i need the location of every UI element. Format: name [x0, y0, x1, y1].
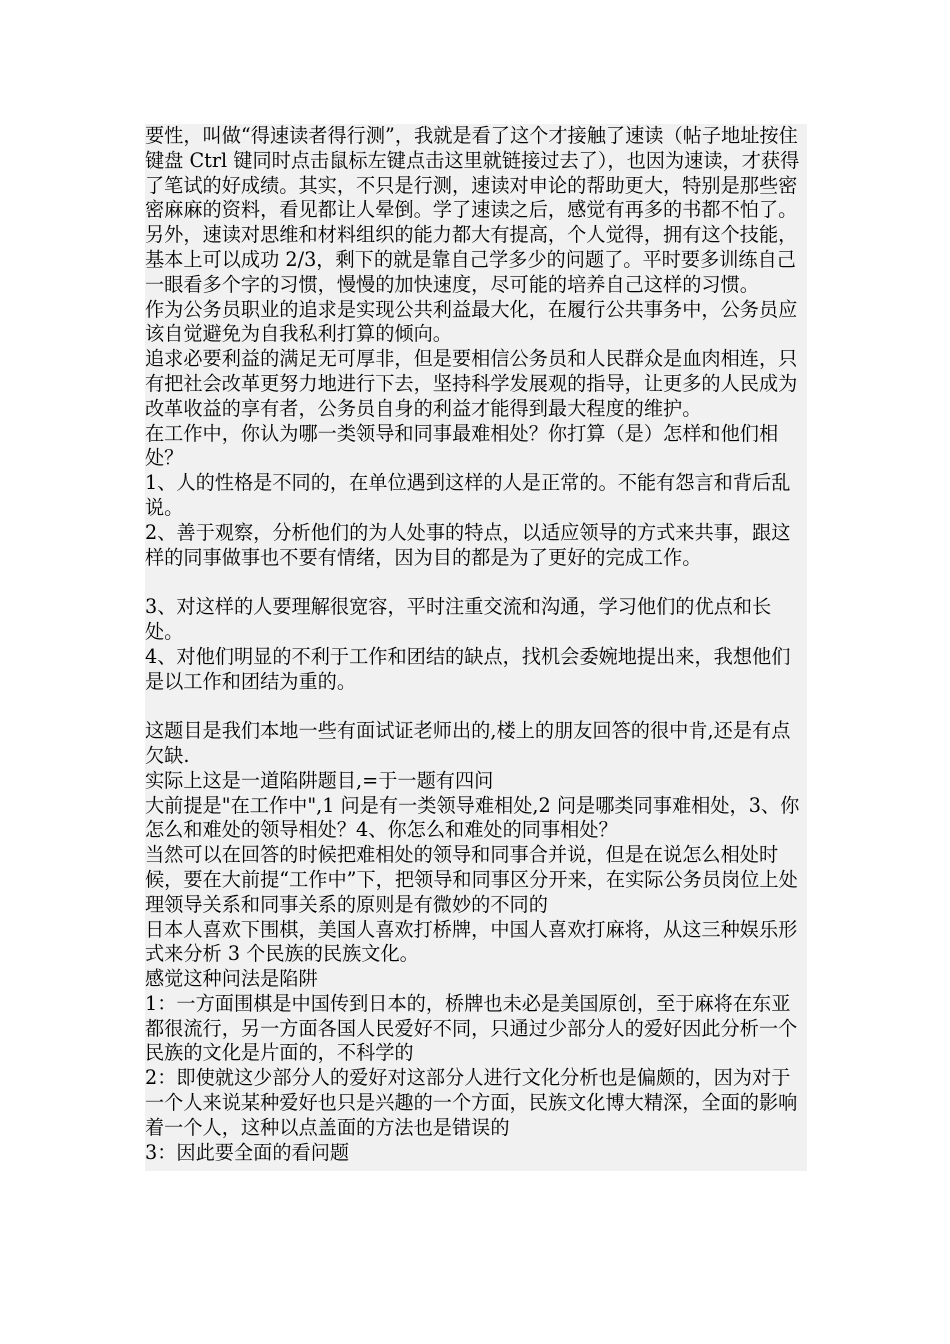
paragraph-teacher-comment: 这题目是我们本地一些有面试证老师出的,楼上的朋友回答的很中肯,还是有点欠缺.	[145, 719, 791, 767]
block-end-spacer	[145, 1165, 807, 1171]
paragraph-trap-question: 实际上这是一道陷阱题目,=于一题有四问	[145, 768, 494, 792]
paragraph-public-interest: 作为公务员职业的追求是实现公共利益最大化，在履行公共事务中，公务员应该自觉避免为自我私利打算的倾向。	[145, 297, 798, 346]
paragraph-culture-point-2: 2：即使就这少部分人的爱好对这部分人进行文化分析也是偏颇的，因为对于一个人来说某种爱好也只是兴趣的一个方面，民族文化博大精深，全面的影响着一个人，这种以点盖面的方法也是错误的	[145, 1066, 798, 1139]
paragraph-four-questions: 大前提是"在工作中",1 问是有一类领导难相处,2 问是哪类同事难相处，3、你怎么和难处的领导相处？4、你怎么和难处的同事相处？	[145, 793, 800, 842]
paragraph-culture-point-1: 1：一方面围棋是中国传到日本的，桥牌也未必是美国原创，至于麻将在东亚都很流行，另一方面各国人民爱好不同，只通过少部分人的爱好因此分析一个民族的文化是片面的，不科学的	[145, 991, 798, 1065]
paragraph-answer-point-1: 1、人的性格是不同的，在单位遇到这样的人是正常的。不能有怨言和背后乱说。	[145, 471, 791, 519]
paragraph-answer-point-2: 2、善于观察，分析他们的为人处事的特点，以适应领导的方式来共事，跟这样的同事做事也不要有情绪，因为目的都是为了更好的完成工作。	[145, 520, 791, 569]
paragraph-interview-question: 在工作中，你认为哪一类领导和同事最难相处？你打算（是）怎样和他们相处？	[145, 421, 779, 470]
blank-line	[145, 570, 807, 595]
blank-line	[145, 694, 807, 719]
paragraph-culture-question: 日本人喜欢下围棋，美国人喜欢打桥牌，中国人喜欢打麻将，从这三种娱乐形式来分析 3 个民族的民族文化。	[145, 917, 798, 966]
paragraph-answer-point-4: 4、对他们明显的不利于工作和团结的缺点，找机会委婉地提出来，我想他们是以工作和团结为重的。	[145, 644, 791, 693]
paragraph-culture-point-3: 3：因此要全面的看问题	[145, 1140, 350, 1164]
paragraph-trap-feeling: 感觉这种问法是陷阱	[145, 967, 318, 991]
document-text-block	[145, 124, 807, 1171]
paragraph-distinguish-relations: 当然可以在回答的时候把难相处的领导和同事合并说，但是在说怎么相处时候，要在大前提“工作中”下，把领导和同事区分开来，在实际公务员岗位上处理领导关系和同事关系的原则是有微妙的不同的	[145, 843, 798, 916]
paragraph-necessary-interest: 追求必要利益的满足无可厚非，但是要相信公务员和人民群众是血肉相连，只有把社会改革更努力地进行下去，坚持科学发展观的指导，让更多的人民成为改革收益的享有者，公务员自身的利益才能得到最大程度的维护。	[145, 347, 798, 420]
paragraph-answer-point-3: 3、对这样的人要理解很宽容，平时注重交流和沟通，学习他们的优点和长处。	[145, 595, 772, 643]
paragraph-speed-reading: 要性，叫做“得速读者得行测”，我就是看了这个才接触了速读（帖子地址按住键盘 Ctrl 键同时点击鼠标左键点击这里就链接过去了），也因为速读，才获得了笔试的好成绩。其实，不只是行测，速读对申论的帮助更大，特别是那些密密麻麻的资料，看见都让人晕倒。学了速读之后，感觉有再多的书都不怕了。另外，速读对思维和材料组织的能力都大有提高，个人觉得，拥有这个技能，基本上可以成功 2/3，剩下的就是靠自己学多少的问题了。平时要多训练自己一眼看多个字的习惯，慢慢的加快速度，尽可能的培养自己这样的习惯。	[145, 124, 800, 296]
